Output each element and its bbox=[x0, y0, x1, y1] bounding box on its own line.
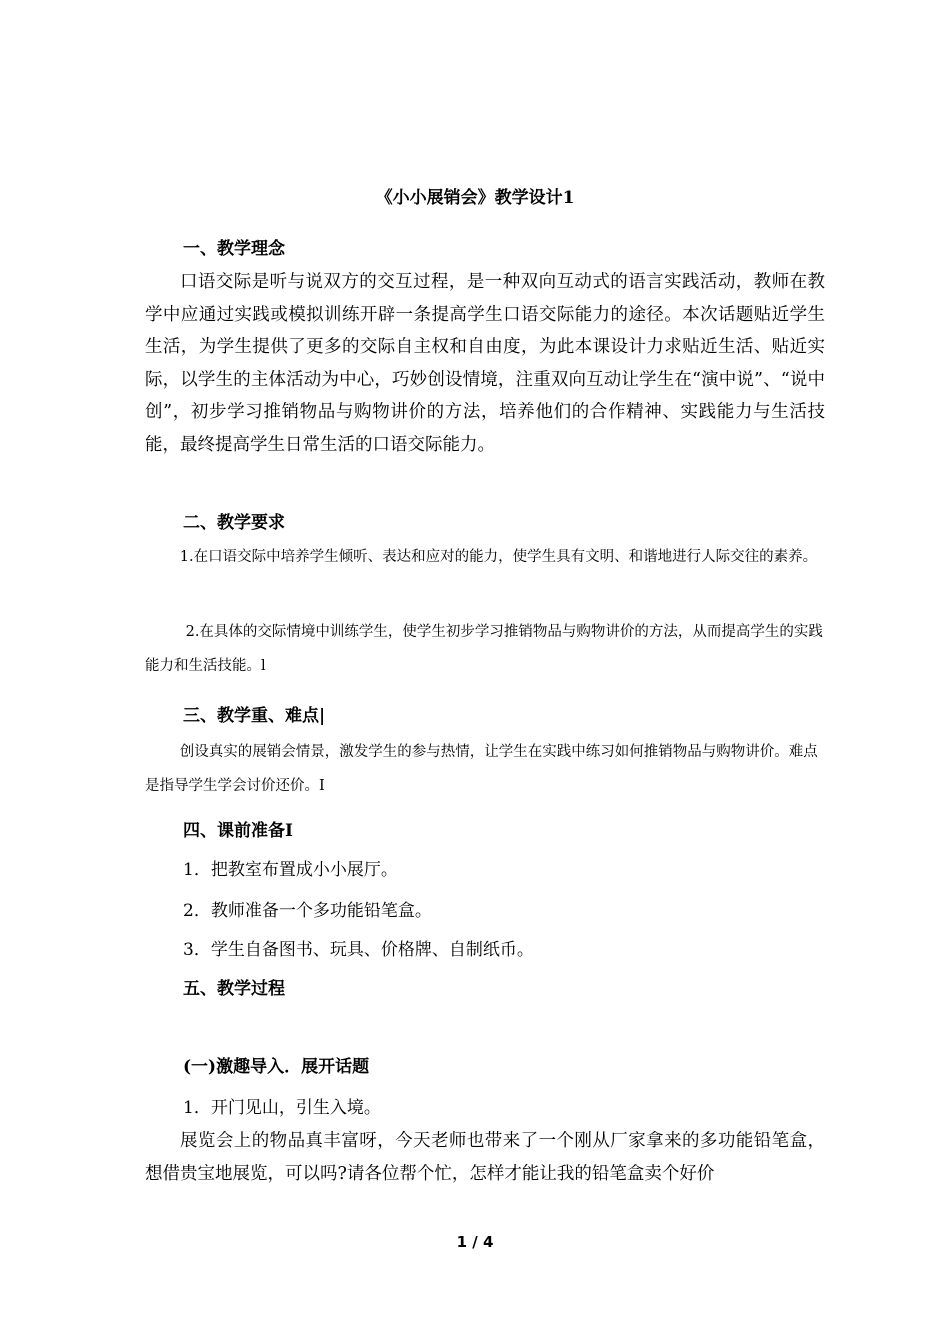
prep-item-1: 1．把教室布置成小小展厅。 bbox=[183, 860, 398, 880]
section-1-paragraph: 口语交际是听与说双方的交互过程，是一种双向互动式的语言实践活动，教师在教学中应通过实践或模拟训练开辟一条提高学生口语交际能力的途径。本次话题贴近学生生活，为学生提供了更多的交际自主权和自由度，为此本课设计力求贴近生活、贴近实际，以学生的主体活动为中心，巧妙创设情境，注重双向互动让学生在“演中说”、“说中创”，初步学习推销物品与购物讲价的方法，培养他们的合作精神、实践能力与生活技能，最终提高学生日常生活的口语交际能力。 bbox=[145, 272, 825, 455]
section-5-paragraph: 展览会上的物品真丰富呀，今天老师也带来了一个刚从厂家拿来的多功能铅笔盒，想借贵宝地展览，可以吗?请各位帮个忙，怎样才能让我的铅笔盒卖个好价 bbox=[145, 1131, 825, 1184]
section-2-item-2: 2.在具体的交际情境中训练学生，使学生初步学习推销物品与购物讲价的方法，从而提高学生的实践能力和生活技能。l bbox=[145, 624, 823, 674]
section-heading-1: 一、教学理念 bbox=[183, 239, 285, 259]
step-item-1: 1．开门见山，引生入境。 bbox=[183, 1098, 381, 1118]
prep-item-2: 2．教师准备一个多功能铅笔盒。 bbox=[183, 901, 432, 921]
section-3-paragraph: 创设真实的展销会情景，激发学生的参与热情，让学生在实践中练习如何推销物品与购物讲价。难点是指导学生学会讨价还价。I bbox=[145, 744, 818, 794]
section-heading-2: 二、教学要求 bbox=[183, 513, 285, 533]
prep-item-3: 3．学生自备图书、玩具、价格牌、自制纸币。 bbox=[183, 940, 534, 960]
document-title: 《小小展销会》教学设计1 bbox=[375, 188, 575, 208]
section-heading-4: 四、课前准备I bbox=[183, 821, 293, 841]
section-2-item-1: 1.在口语交际中培养学生倾听、表达和应对的能力，使学生具有文明、和谐地进行人际交往的素养。 bbox=[179, 549, 818, 565]
subsection-heading: (一)激趣导入．展开话题 bbox=[183, 1057, 370, 1077]
page-number: 1 / 4 bbox=[456, 1233, 494, 1251]
section-heading-3: 三、教学重、难点| bbox=[183, 706, 326, 726]
section-heading-5: 五、教学过程 bbox=[183, 979, 285, 999]
